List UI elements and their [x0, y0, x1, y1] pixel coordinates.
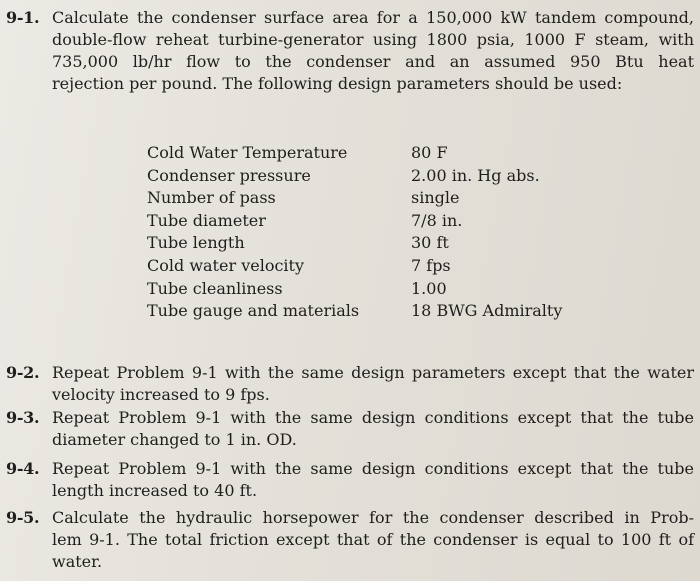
problem-line: velocity increased to 9 fps. [52, 385, 270, 404]
problem-9-4 [6, 458, 694, 502]
parameter-label: Cold Water Temperature [147, 143, 348, 162]
problem-number: 9-2. [6, 363, 40, 382]
parameter-label: Tube length [147, 233, 245, 253]
problem-line: length increased to 40 ft. [52, 481, 258, 500]
parameter-value: 80 F [411, 143, 448, 162]
parameter-value: 7 fps [411, 255, 451, 275]
problem-line: 735,000 lb/hr flow to the condenser and an assumed 950 Btu heat [52, 52, 694, 71]
problem-line: water. [52, 552, 103, 571]
parameter-value: 30 ft [411, 233, 449, 253]
problem-line: Calculate the condenser surface area for a 150,000 kW tandem compound, [52, 8, 694, 27]
problem-text [52, 458, 694, 502]
parameter-label: Tube gauge and materials [147, 301, 360, 321]
parameter-label: Tube diameter [147, 210, 266, 230]
problem-9-2 [6, 362, 694, 406]
parameter-label: Cold water velocity [147, 255, 304, 275]
problem-number: 9-5. [6, 508, 40, 527]
parameter-label: Condenser pressure [147, 165, 311, 185]
problem-line: Repeat Problem 9-1 with the same design conditions except that the tube [52, 408, 694, 427]
problem-line: Calculate the hydraulic horsepower for the condenser described in Prob- [52, 508, 694, 527]
parameter-value: 1.00 [411, 278, 447, 298]
problem-text [52, 7, 694, 95]
problem-line: diameter changed to 1 in. OD. [52, 430, 297, 449]
parameter-label: Tube cleanliness [147, 278, 283, 298]
problem-line: lem 9-1. The total friction except that of the condenser is equal to 100 ft of [52, 530, 694, 549]
problem-9-1 [6, 7, 694, 95]
problem-9-5 [6, 507, 694, 573]
problem-line: Repeat Problem 9-1 with the same design parameters except that the water [52, 363, 694, 382]
problem-text [52, 407, 694, 451]
parameter-value: single [411, 188, 460, 208]
problem-9-3 [6, 407, 694, 451]
problem-number: 9-4. [6, 459, 40, 478]
parameter-label: Number of pass [147, 188, 276, 208]
problem-text [52, 362, 694, 406]
problem-line: double-flow reheat turbine-generator using 1800 psia, 1000 F steam, with [52, 30, 694, 49]
problem-text [52, 507, 694, 573]
problem-number: 9-1. [6, 8, 40, 27]
problem-line: rejection per pound. The following design parameters should be used: [52, 74, 623, 93]
parameter-value: 7/8 in. [411, 210, 463, 230]
parameter-value: 2.00 in. Hg abs. [411, 165, 540, 185]
parameter-value: 18 BWG Admiralty [411, 301, 563, 321]
problem-number: 9-3. [6, 408, 40, 427]
problem-line: Repeat Problem 9-1 with the same design conditions except that the tube [52, 459, 694, 478]
